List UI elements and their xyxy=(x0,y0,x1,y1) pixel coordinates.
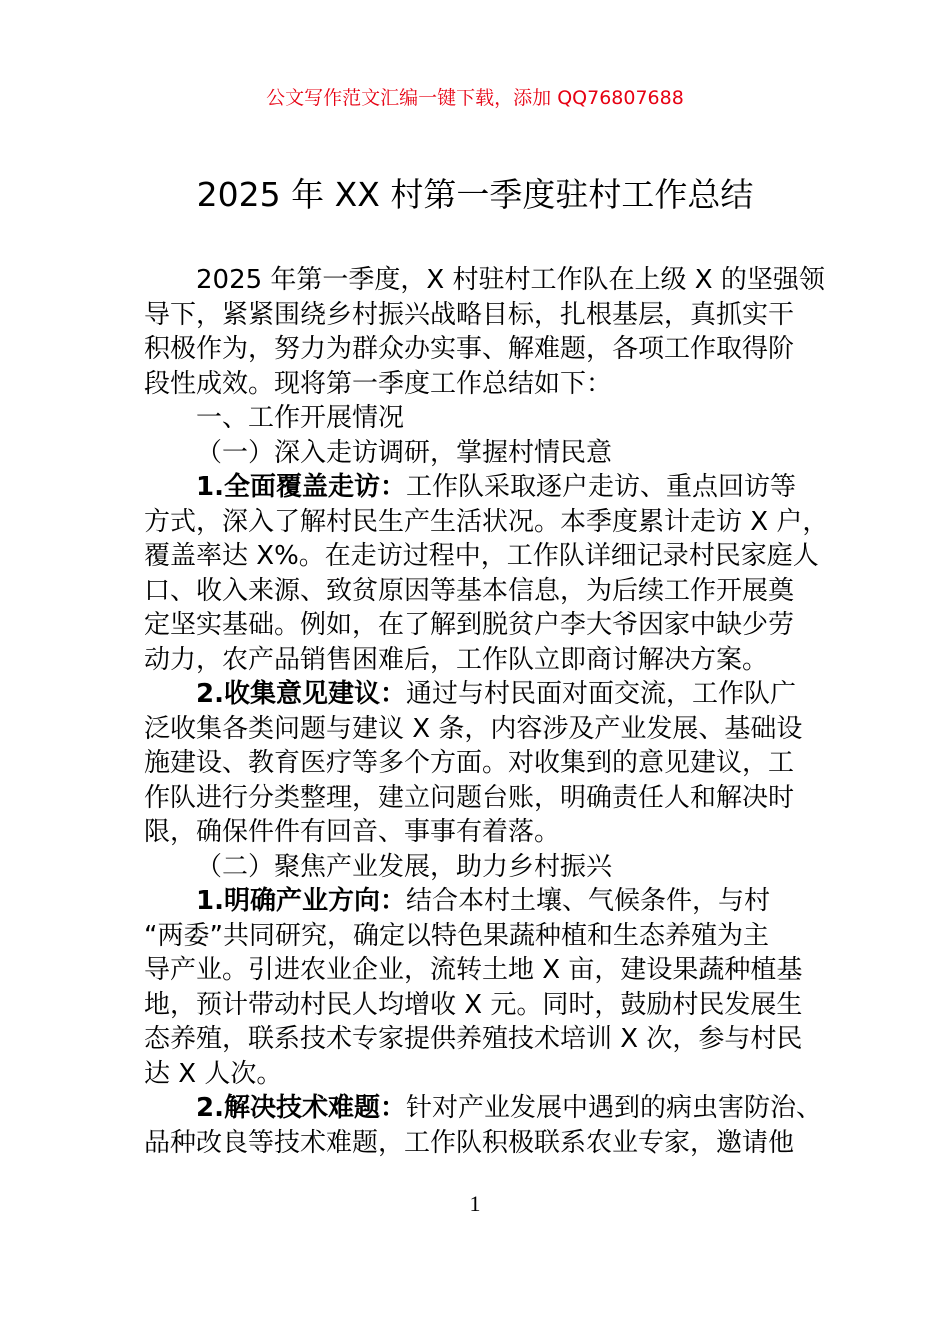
paragraph-line: 态养殖，联系技术专家提供养殖技术培训 X 次，参与村民 xyxy=(144,1024,803,1054)
page-number: 1 xyxy=(469,1191,481,1216)
paragraph-line: 覆盖率达 X%。在走访过程中，工作队详细记录村民家庭人 xyxy=(144,541,819,571)
paragraph-line: 施建设、教育医疗等多个方面。对收集到的意见建议，工 xyxy=(144,748,795,778)
paragraph-line: 动力，农产品销售困难后，工作队立即商讨解决方案。 xyxy=(144,644,769,675)
item-label: 2.解决技术难题： xyxy=(196,1093,406,1123)
paragraph-line: 作队进行分类整理，建立问题台账，明确责任人和解决时 xyxy=(144,782,795,813)
paragraph-line xyxy=(144,677,808,712)
paragraph-line: 地，预计带动村民人均增收 X 元。同时，鼓励村民发展生 xyxy=(144,989,803,1020)
download-notice: 公文写作范文汇编一键下载，添加 QQ76807688 xyxy=(266,87,684,109)
paragraph-line xyxy=(144,884,808,919)
paragraph-line: 限，确保件件有回音、事事有着落。 xyxy=(144,817,561,847)
paragraph-line: 定坚实基础。例如，在了解到脱贫户李大爷因家中缺少劳 xyxy=(144,610,795,640)
item-label: 1.明确产业方向： xyxy=(196,886,406,916)
paragraph-line: “两委”共同研究，确定以特色果蔬种植和生态养殖为主 xyxy=(144,920,769,951)
section-heading: 一、工作开展情况 xyxy=(196,403,405,433)
paragraph-line: 2025 年第一季度，X 村驻村工作队在上级 X 的坚强领 xyxy=(196,265,825,295)
paragraph-line xyxy=(144,470,808,505)
item-label: 1.全面覆盖走访： xyxy=(196,472,406,502)
subsection-heading: （二）聚焦产业发展，助力乡村振兴 xyxy=(196,851,613,882)
paragraph-line: 泛收集各类问题与建议 X 条，内容涉及产业发展、基础设 xyxy=(144,713,803,744)
item-text: 针对产业发展中遇到的病虫害防治、 xyxy=(405,1093,822,1123)
paragraph-line: 口、收入来源、致贫原因等基本信息，为后续工作开展奠 xyxy=(144,575,795,606)
subsection-heading: （一）深入走访调研，掌握村情民意 xyxy=(196,437,613,468)
document-title: 2025 年 XX 村第一季度驻村工作总结 xyxy=(196,175,754,214)
paragraph-line: 段性成效。现将第一季度工作总结如下： xyxy=(144,368,613,399)
paragraph-line: 达 X 人次。 xyxy=(144,1058,283,1089)
paragraph-line: 导下，紧紧围绕乡村振兴战略目标，扎根基层，真抓实干 xyxy=(144,299,795,330)
item-text: 通过与村民面对面交流，工作队广 xyxy=(405,679,796,709)
paragraph-line: 导产业。引进农业企业，流转土地 X 亩，建设果蔬种植基 xyxy=(144,955,803,985)
item-label: 2.收集意见建议： xyxy=(196,679,406,709)
item-text: 工作队采取逐户走访、重点回访等 xyxy=(405,472,796,502)
paragraph-line: 方式，深入了解村民生产生活状况。本季度累计走访 X 户， xyxy=(144,506,829,537)
document-body xyxy=(144,263,829,1160)
paragraph-line: 积极作为，努力为群众办实事、解难题，各项工作取得阶 xyxy=(144,334,795,364)
item-text: 结合本村土壤、气候条件，与村 xyxy=(405,886,770,916)
paragraph-line: 品种改良等技术难题，工作队积极联系农业专家，邀请他 xyxy=(144,1127,795,1158)
paragraph-line xyxy=(144,1091,822,1126)
